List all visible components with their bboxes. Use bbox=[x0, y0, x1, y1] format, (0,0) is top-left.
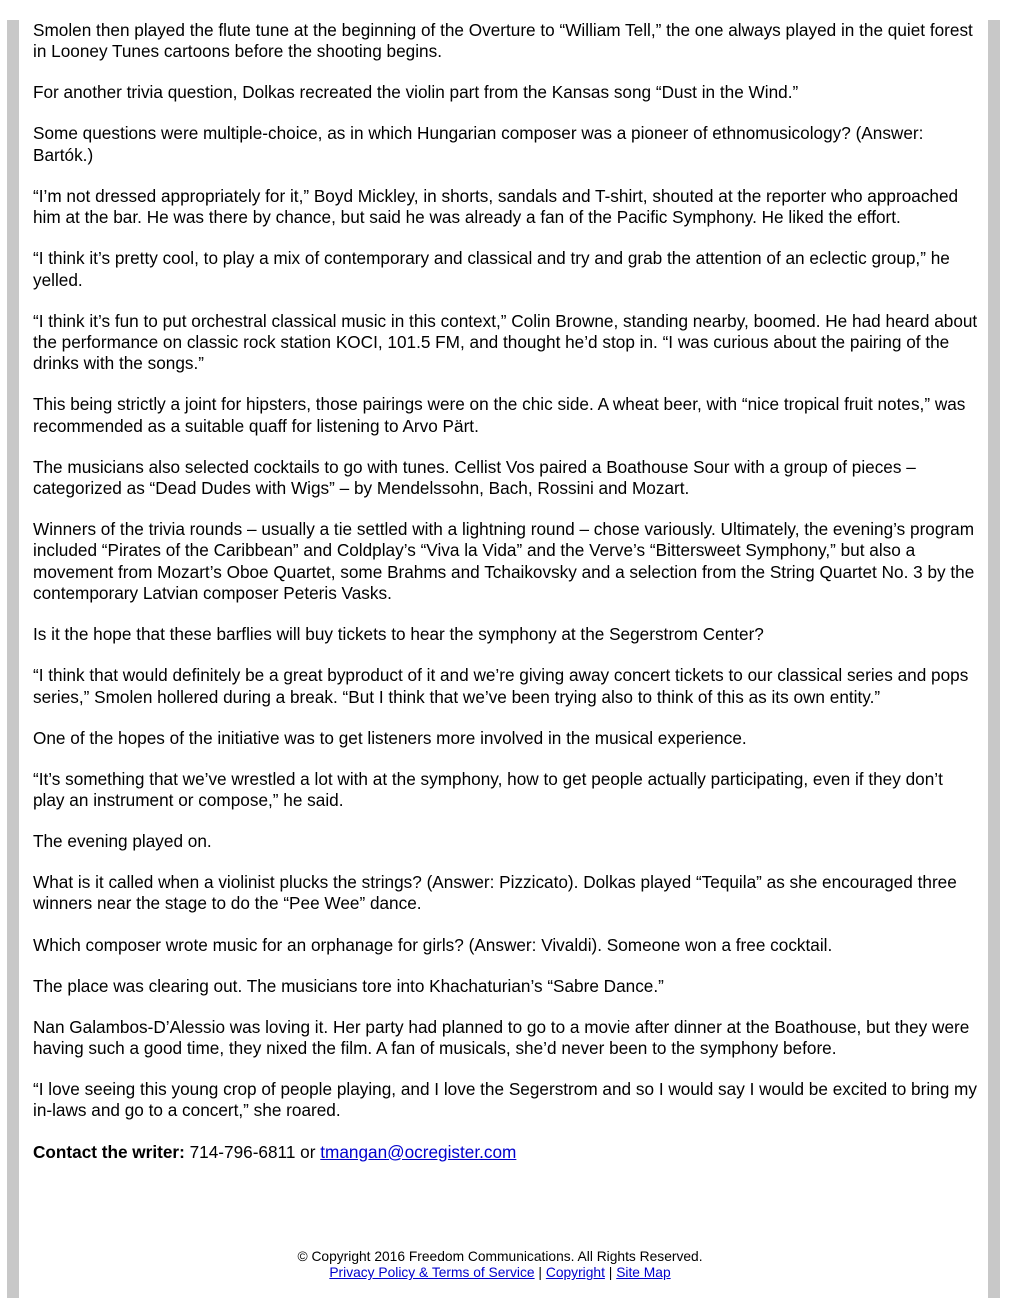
article-paragraph: Some questions were multiple-choice, as in which Hungarian composer was a pioneer of ethnomusicology? (Answer: Bartók.) bbox=[33, 123, 924, 165]
article-paragraph: Smolen then played the flute tune at the beginning of the Overture to “William Tell,” the one always played in the quiet forest in Looney Tunes cartoons before the shooting begins. bbox=[33, 20, 973, 62]
article-paragraph: “I think it’s fun to put orchestral classical music in this context,” Colin Browne, standing nearby, boomed. He had heard about the performance on classic rock station KOCI, 101.5 FM, and thought he’d stop in. “I was curious about the pairing of the drinks with the songs.” bbox=[33, 310, 978, 374]
article-paragraph: The musicians also selected cocktails to go with tunes. Cellist Vos paired a Boathouse Sour with a group of pieces – categorized as “Dead Dudes with Wigs” – by Mendelssohn, Bach, Rossini and Mozart. bbox=[33, 456, 916, 499]
article-paragraph: Winners of the trivia rounds – usually a tie settled with a lightning round – chose variously. Ultimately, the evening’s program included “Pirates of the Caribbean” and Coldplay’s “Viva la Vida” and the Verve’s “Bittersweet Symphony,” but also a movement from Mozart’s Oboe Quartet, some Brahms and Tchaikovsky and a selection from the String Quartet No. 3 by the contemporary Latvian composer Peteris Vasks. bbox=[33, 519, 975, 604]
article-body bbox=[33, 20, 978, 1163]
article-paragraph: Is it the hope that these barflies will buy tickets to hear the symphony at the Segerstrom Center? bbox=[33, 624, 764, 645]
article-paragraph: The evening played on. bbox=[33, 831, 212, 852]
privacy-policy-link[interactable]: Privacy Policy & Terms of Service bbox=[329, 1265, 535, 1280]
footer-separator: | bbox=[538, 1265, 543, 1280]
article-paragraph: Nan Galambos-D’Alessio was loving it. Her party had planned to go to a movie after dinner at the Boathouse, but they were having such a good time, they nixed the film. A fan of musicals, she’d never been to the symphony before. bbox=[33, 1016, 970, 1059]
contact-phone: 714-796-6811 bbox=[189, 1141, 296, 1162]
footer-separator: | bbox=[608, 1265, 613, 1280]
copyright-link[interactable]: Copyright bbox=[545, 1265, 605, 1280]
page-footer bbox=[0, 1249, 1000, 1281]
right-scroll-bar bbox=[988, 20, 1000, 1298]
article-paragraph: “It’s something that we’ve wrestled a lot with at the symphony, how to get people actually participating, even if they don’t play an instrument or compose,” he said. bbox=[33, 768, 943, 810]
article-paragraph: For another trivia question, Dolkas recreated the violin part from the Kansas song “Dust in the Wind.” bbox=[33, 82, 799, 103]
contact-email-link[interactable]: tmangan@ocregister.com bbox=[320, 1141, 517, 1162]
article-paragraph: “I think that would definitely be a great byproduct of it and we’re giving away concert tickets to our classical series and pops series,” Smolen hollered during a break. “But I think that we’ve been trying also to think of this as its own entity.” bbox=[33, 665, 969, 707]
copyright-notice: © Copyright 2016 Freedom Communications. All Rights Reserved. bbox=[297, 1249, 703, 1264]
article-paragraph: Which composer wrote music for an orphanage for girls? (Answer: Vivaldi). Someone won a free cocktail. bbox=[33, 934, 833, 955]
article-paragraph: “I’m not dressed appropriately for it,” Boyd Mickley, in shorts, sandals and T-shirt, shouted at the reporter who approached him at the bar. He was there by chance, but said he was already a fan of the Pacific Symphony. He liked the effort. bbox=[33, 185, 959, 228]
article-paragraph: “I think it’s pretty cool, to play a mix of contemporary and classical and try and grab the attention of an eclectic group,” he yelled. bbox=[33, 248, 950, 290]
left-margin-bar bbox=[7, 20, 19, 1298]
contact-line bbox=[33, 1142, 978, 1163]
article-paragraph: The place was clearing out. The musicians tore into Khachaturian’s “Sabre Dance.” bbox=[33, 975, 664, 996]
site-map-link[interactable]: Site Map bbox=[616, 1265, 671, 1280]
article-paragraph: This being strictly a joint for hipsters, those pairings were on the chic side. A wheat beer, with “nice tropical fruit notes,” was recommended as a suitable quaff for listening to Arvo Pärt. bbox=[33, 394, 966, 436]
article-paragraph: What is it called when a violinist plucks the strings? (Answer: Pizzicato). Dolkas played “Tequila” as she encouraged three winners near the stage to do the “Pee Wee” dance. bbox=[33, 872, 957, 914]
contact-or-text: or bbox=[300, 1141, 316, 1162]
article-paragraph: “I love seeing this young crop of people playing, and I love the Segerstrom and so I would say I would be excited to bring my in-laws and go to a concert,” she roared. bbox=[33, 1079, 977, 1121]
contact-label: Contact the writer: bbox=[33, 1141, 185, 1162]
article-paragraph: One of the hopes of the initiative was to get listeners more involved in the musical experience. bbox=[33, 727, 747, 748]
footer-links bbox=[0, 1265, 1000, 1281]
